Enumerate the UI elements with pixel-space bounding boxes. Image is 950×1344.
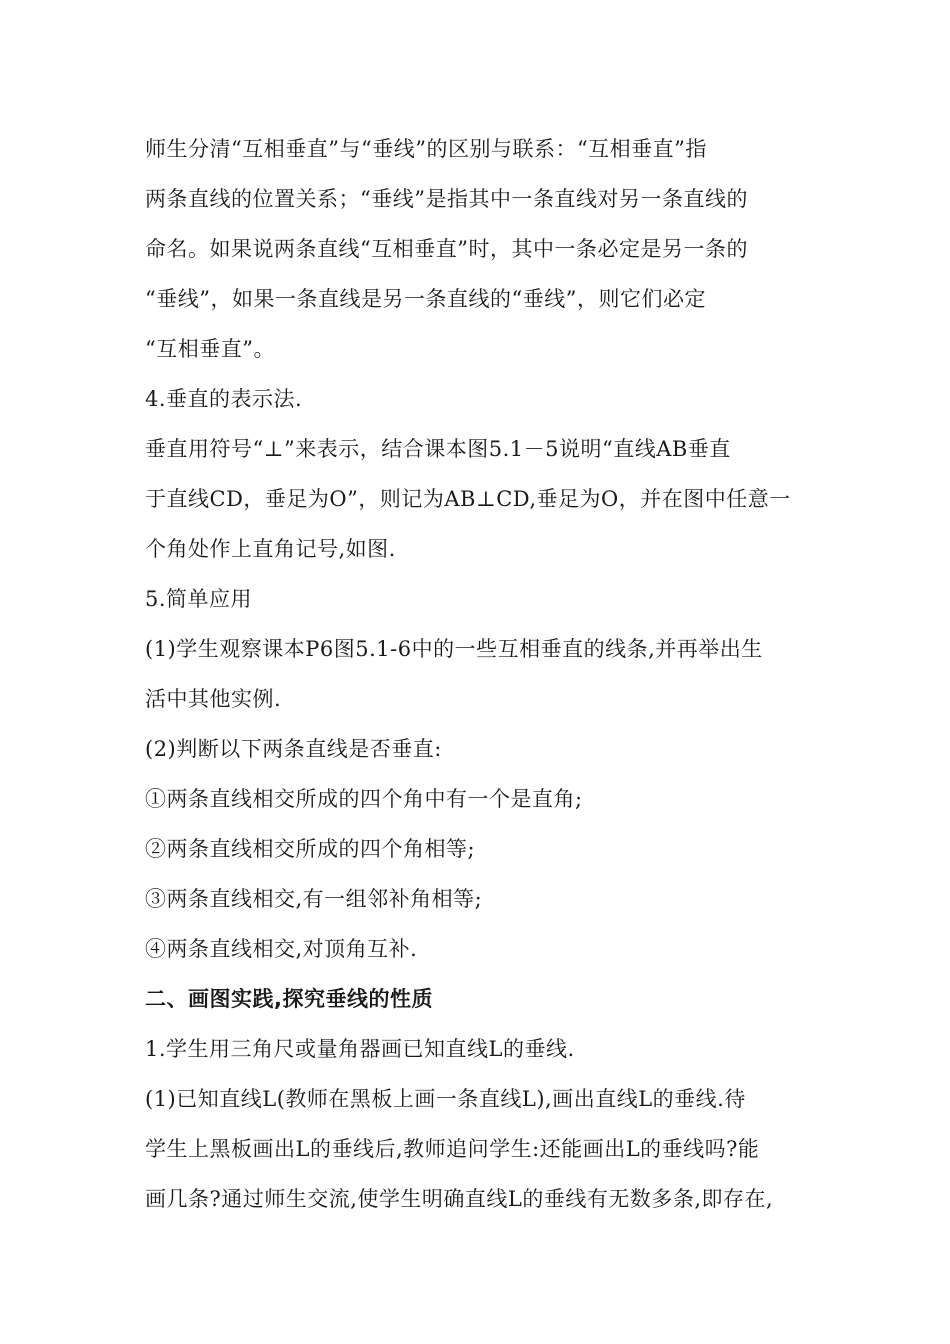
paragraph-line: (1)已知直线L(教师在黑板上画一条直线L),画出直线L的垂线.待 bbox=[145, 1087, 746, 1111]
paragraph-line: (1)学生观察课本P6图5.1-6中的一些互相垂直的线条,并再举出生 bbox=[145, 637, 763, 661]
document-body bbox=[145, 124, 835, 1224]
section-heading: 5.简单应用 bbox=[145, 587, 253, 611]
section-heading: 1.学生用三角尺或量角器画已知直线L的垂线. bbox=[145, 1037, 575, 1061]
section-heading: 4.垂直的表示法. bbox=[145, 387, 303, 411]
list-item: ①两条直线相交所成的四个角中有一个是直角; bbox=[145, 787, 583, 811]
paragraph-line: 师生分清“互相垂直”与“垂线”的区别与联系：“互相垂直”指 bbox=[145, 137, 707, 161]
paragraph-line: “垂线”，如果一条直线是另一条直线的“垂线”，则它们必定 bbox=[145, 287, 706, 311]
list-item: ④两条直线相交,对顶角互补. bbox=[145, 937, 418, 961]
paragraph-line: “互相垂直”。 bbox=[145, 337, 275, 361]
paragraph-line: 活中其他实例. bbox=[145, 687, 282, 711]
paragraph-line: 学生上黑板画出L的垂线后,教师追问学生:还能画出L的垂线吗?能 bbox=[145, 1137, 760, 1161]
paragraph-line: 个角处作上直角记号,如图. bbox=[145, 537, 396, 561]
paragraph-line: 两条直线的位置关系；“垂线”是指其中一条直线对另一条直线的 bbox=[145, 187, 748, 211]
list-item: ②两条直线相交所成的四个角相等; bbox=[145, 837, 476, 861]
paragraph-line: 于直线CD，垂足为O”，则记为AB⊥CD,垂足为O，并在图中任意一 bbox=[145, 487, 791, 511]
paragraph-line: 画几条?通过师生交流,使学生明确直线L的垂线有无数多条,即存在, bbox=[145, 1187, 774, 1211]
chapter-heading: 二、画图实践,探究垂线的性质 bbox=[145, 987, 433, 1011]
paragraph-line: 命名。如果说两条直线“互相垂直”时，其中一条必定是另一条的 bbox=[145, 237, 748, 261]
list-item: ③两条直线相交,有一组邻补角相等; bbox=[145, 887, 483, 911]
paragraph-line: (2)判断以下两条直线是否垂直: bbox=[145, 737, 442, 761]
paragraph-line: 垂直用符号“⊥”来表示，结合课本图5.1－5说明“直线AB垂直 bbox=[145, 437, 731, 461]
